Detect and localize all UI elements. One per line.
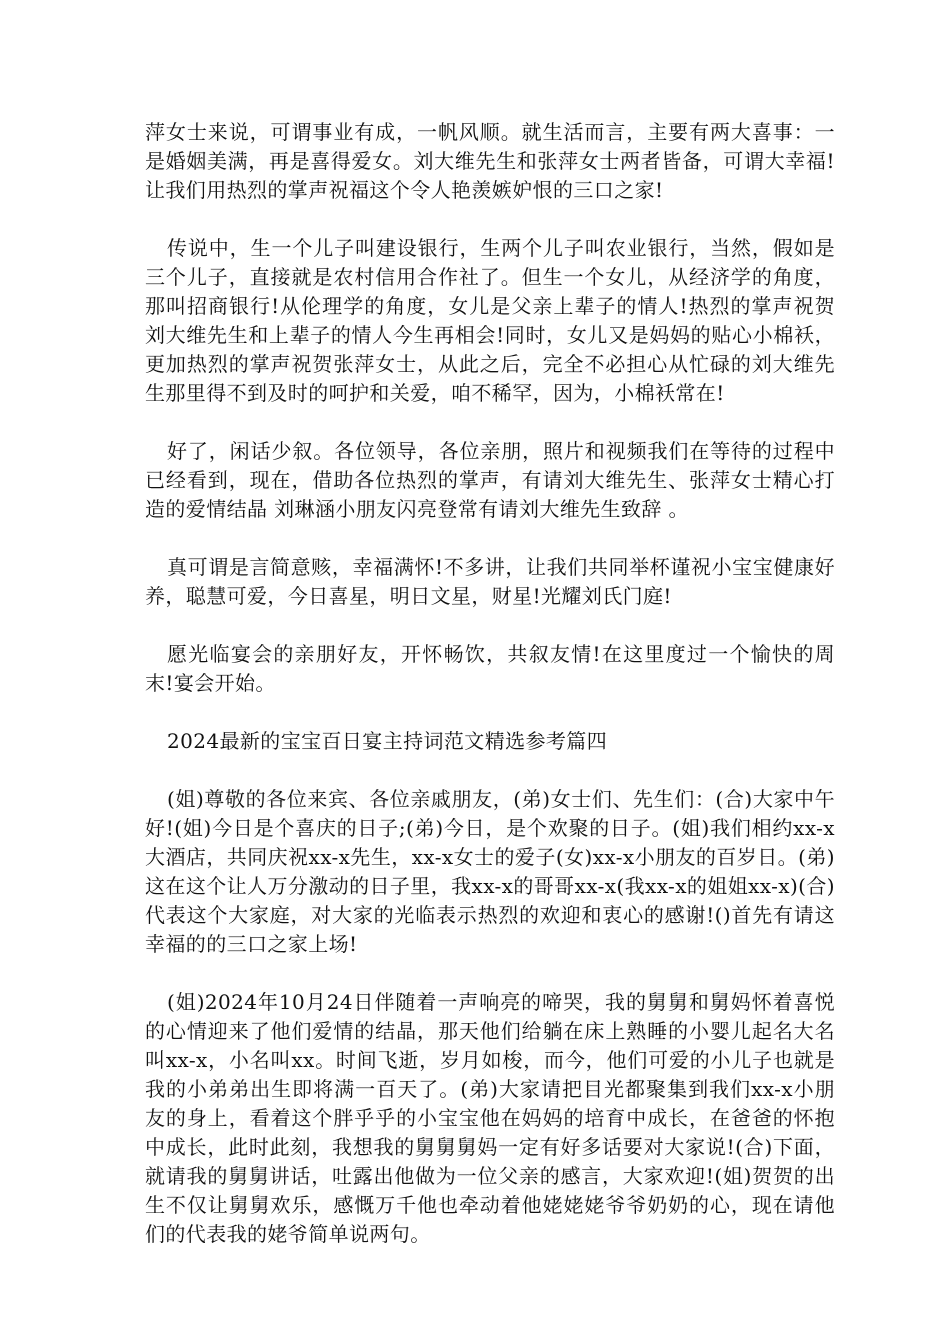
paragraph-banquet-start: 愿光临宴会的亲朋好友，开怀畅饮，共叙友情!在这里度过一个愉快的周末!宴会开始。 <box>145 642 835 695</box>
paragraph-continued: 萍女士来说，可谓事业有成，一帆风顺。就生活而言，主要有两大喜事：一是婚姻美满，再是喜得爱女。刘大维先生和张萍女士两者皆备，可谓大幸福!让我们用热烈的掌声祝福这个令人艳羡嫉妒恨的三口之家! <box>145 120 835 202</box>
document-body <box>145 118 835 1278</box>
paragraph-birth-story: (姐)2024年10月24日伴随着一声响亮的啼哭，我的舅舅和舅妈怀着喜悦的心情迎来了他们爱情的结晶，那天他们给躺在床上熟睡的小婴儿起名大名叫xx-x，小名叫xx。时间飞逝，岁月如梭，而今，他们可爱的小儿子也就是我的小弟弟出生即将满一百天了。(弟)大家请把目光都聚集到我们xx-x小朋友的身上，看着这个胖乎乎的小宝宝他在妈妈的培育中成长，在爸爸的怀抱中成长，此时此刻，我想我的舅舅舅妈一定有好多话要对大家说!(合)下面，就请我的舅舅讲话，吐露出他做为一位父亲的感言，大家欢迎!(姐)贺贺的出生不仅让舅舅欢乐，感慨万千他也牵动着他姥姥姥爷爷奶奶的心，现在请他们的代表我的姥爷简单说两句。 <box>145 990 835 1246</box>
paragraph-bank-joke: 传说中，生一个儿子叫建设银行，生两个儿子叫农业银行，当然，假如是三个儿子，直接就是农村信用合作社了。但生一个女儿，从经济学的角度，那叫招商银行!从伦理学的角度，女儿是父亲上辈子的情人!热烈的掌声祝贺刘大维先生和上辈子的情人今生再相会!同时，女儿又是妈妈的贴心小棉袄，更加热烈的掌声祝贺张萍女士，从此之后，完全不必担心从忙碌的刘大维先生那里得不到及时的呵护和关爱，咱不稀罕，因为，小棉袄常在! <box>145 236 835 405</box>
section-title: 2024最新的宝宝百日宴主持词范文精选参考篇四 <box>167 729 608 753</box>
paragraph-opening-greeting: (姐)尊敬的各位来宾、各位亲戚朋友，(弟)女士们、先生们：(合)大家中午好!(姐)今日是个喜庆的日子;(弟)今日，是个欢聚的日子。(姐)我们相约xx-x大酒店，共同庆祝xx-x先生，xx-x女士的爱子(女)xx-x小朋友的百岁日。(弟)这在这个让人万分激动的日子里，我xx-x的哥哥xx-x(我xx-x的姐姐xx-x)(合)代表这个大家庭，对大家的光临表示热烈的欢迎和衷心的感谢!()首先有请这幸福的的三口之家上场! <box>145 787 835 956</box>
paragraph-toast: 真可谓是言简意赅，幸福满怀!不多讲，让我们共同举杯谨祝小宝宝健康好养，聪慧可爱，今日喜星，明日文星，财星!光耀刘氏门庭! <box>145 555 835 608</box>
paragraph-introduction: 好了，闲话少叙。各位领导，各位亲朋，照片和视频我们在等待的过程中已经看到，现在，借助各位热烈的掌声，有请刘大维先生、张萍女士精心打造的爱情结晶 刘琳涵小朋友闪亮登常有请刘大维先生致辞 。 <box>145 439 835 521</box>
